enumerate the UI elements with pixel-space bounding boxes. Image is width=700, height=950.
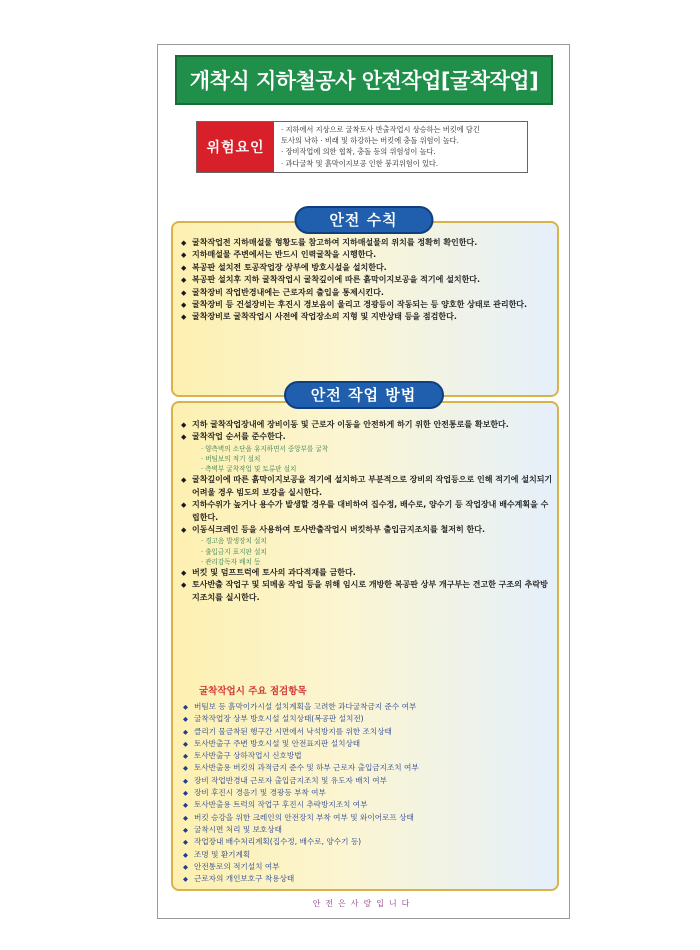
hazard-box <box>196 121 528 173</box>
diamond-bullet-icon: ◆ <box>183 715 188 724</box>
method-text: 굴착깊이에 따른 흙막이지보공을 적기에 설치하고 부분적으로 장비의 작업등으로 인해 적기에 설치되기 어려울 경우 빔도의 보강을 실시한다. <box>192 475 553 497</box>
rule-item <box>181 274 553 286</box>
checklist-text: 장비 작업반경내 근로자 출입금지조치 및 유도자 배치 여부 <box>194 775 387 785</box>
diamond-bullet-icon: ◆ <box>183 764 188 773</box>
checklist-item <box>183 750 553 762</box>
method-item <box>181 474 553 499</box>
method-text: 지하 굴착작업장내에 장비이동 및 근로자 이동을 안전하게 하기 위한 안전통로를 확보한다. <box>192 420 509 429</box>
method-subitem: · 관리감독자 배치 등 <box>201 557 261 566</box>
rule-item <box>181 299 553 311</box>
method-item <box>181 524 553 536</box>
diamond-bullet-icon: ◆ <box>183 850 188 859</box>
checklist-item <box>183 799 553 811</box>
diamond-bullet-icon: ◆ <box>183 838 188 847</box>
checklist-item <box>183 824 553 836</box>
diamond-bullet-icon: ◆ <box>181 501 187 510</box>
rules-list <box>181 237 553 324</box>
checklist-text: 토사반출구 주변 방호시설 및 안전표지판 설치상태 <box>194 738 361 748</box>
method-item <box>181 431 553 443</box>
checklist-item <box>183 861 553 873</box>
rule-item <box>181 311 553 323</box>
method-subitem: · 버팀보의 적기 설치 <box>201 455 261 464</box>
checklist-text: 굴착작업장 상부 방호시설 설치상태(복공판 설치전) <box>194 714 364 724</box>
methods-list <box>181 419 553 604</box>
hazard-line: · 장비작업에 의한 협착, 충돌 등의 위험성이 높다. <box>281 147 436 157</box>
diamond-bullet-icon: ◆ <box>181 581 187 590</box>
checklist-item <box>183 775 553 787</box>
checklist-text: 토사반출용 트럭의 작업구 후진시 추락방지조치 여부 <box>194 800 368 810</box>
method-text: 이동식크레인 등을 사용하여 토사반출작업시 버킷하부 출입금지조치를 철저히 한다. <box>192 525 486 535</box>
checklist-text: 근로자의 개인보호구 착용상태 <box>194 874 295 884</box>
hazard-line: · 지하에서 지상으로 굴착토사 반출작업시 상승하는 버킷에 담긴 <box>281 125 480 134</box>
method-text: 지하수위가 높거나 용수가 발생할 경우를 대비하여 집수정, 배수로, 양수기 등 작업장내 배수계획을 수립한다. <box>192 500 549 522</box>
checklist-text: 클리기 물금착된 행구간 시면에서 낙석방지를 위한 조치상태 <box>194 726 392 736</box>
safe-methods-panel <box>171 401 559 891</box>
rule-text: 굴착장비로 굴착작업시 사전에 작업장소의 지형 및 지반상태 등을 점검한다. <box>192 312 457 322</box>
rule-item <box>181 237 553 249</box>
diamond-bullet-icon: ◆ <box>183 875 188 884</box>
diamond-bullet-icon: ◆ <box>183 825 188 834</box>
diamond-bullet-icon: ◆ <box>183 813 188 822</box>
method-subitem: · 측벽부 굴착작업 및 토류판 설치 <box>201 465 297 474</box>
checklist-text: 토사반출구 상하작업시 신호방법 <box>194 751 302 761</box>
method-subitem: · 경고음 발생장치 설치 <box>201 537 267 546</box>
rule-text: 복공판 설치전 토공작업장 상부에 방호시설을 설치한다. <box>192 262 387 272</box>
checklist-text: 토사반출용 버킷의 과적금지 준수 및 하부 근로자 출입금지조치 여부 <box>194 763 419 773</box>
rule-text: 굴착장비 작업반경내에는 근로자의 출입을 통제시킨다. <box>192 287 384 297</box>
rule-item <box>181 249 553 261</box>
rule-item <box>181 262 553 274</box>
rule-text: 굴착장비 등 건설장비는 후진시 경보음이 울리고 경광등이 작동되는 등 양호한 상태로 관리한다. <box>192 300 528 310</box>
diamond-bullet-icon: ◆ <box>181 263 187 272</box>
diamond-bullet-icon: ◆ <box>181 301 187 310</box>
method-item <box>181 579 553 604</box>
checklist-text: 버팀보 등 흙막이가시설 설치계획을 고려한 과다굴착금지 준수 여부 <box>194 702 417 711</box>
method-text: 버킷 및 덤프트럭에 토사의 과다적재를 금한다. <box>192 568 356 578</box>
checklist-item <box>183 713 553 725</box>
checklist-item <box>183 762 553 774</box>
diamond-bullet-icon: ◆ <box>181 476 187 485</box>
checklist-text: 안전통로의 적기설치 여부 <box>194 861 280 871</box>
checklist-item <box>183 873 553 885</box>
footer-slogan: 안전은사랑입니다 <box>312 899 415 908</box>
hazard-list <box>274 122 527 172</box>
checklist-text: 작업장내 배수처리계획(집수정, 배수로, 양수기 등) <box>194 837 362 847</box>
checklist-heading: 굴착작업시 주요 점검항목 <box>199 686 307 697</box>
hazard-line: · 과다굴착 및 흙막이지보공 인한 붕괴위험이 있다. <box>281 158 439 168</box>
checklist-item <box>183 812 553 824</box>
checklist-item <box>183 726 553 738</box>
diamond-bullet-icon: ◆ <box>183 801 188 810</box>
diamond-bullet-icon: ◆ <box>181 251 187 260</box>
method-subitem: · 양측벽의 소단을 유지하면서 중앙부를 굴착 <box>201 444 329 453</box>
method-text: 굴착작업 순서를 준수한다. <box>192 432 286 442</box>
diamond-bullet-icon: ◆ <box>183 862 188 871</box>
checklist-text: 조명 및 환기계획 <box>194 849 251 859</box>
diamond-bullet-icon: ◆ <box>181 313 187 322</box>
diamond-bullet-icon: ◆ <box>181 433 187 442</box>
rule-text: 지하매설물 주변에서는 반드시 인력굴착을 시행한다. <box>192 250 377 260</box>
hazard-line: 토사의 낙하 · 비래 및 하강하는 버킷에 충돌 위험이 높다. <box>281 136 459 146</box>
diamond-bullet-icon: ◆ <box>181 421 187 429</box>
method-item <box>181 419 553 431</box>
diamond-bullet-icon: ◆ <box>181 276 187 285</box>
method-subitem: · 출입금지 표지판 설치 <box>201 547 267 556</box>
poster-title: 개착식 지하철공사 안전작업[굴착작업] <box>189 69 539 93</box>
method-text: 토사반출 작업구 및 되메움 작업 등을 위해 임시로 개방한 복공판 상부 개구부는 견고한 구조의 추락방지조치를 실시한다. <box>192 580 548 602</box>
checklist-item <box>183 738 553 750</box>
safety-poster <box>157 44 570 919</box>
checklist-text: 장비 후진시 경음기 및 경광등 부착 여부 <box>194 788 326 798</box>
safe-methods-heading: 안전 작업 방법 <box>284 381 444 409</box>
diamond-bullet-icon: ◆ <box>183 727 188 736</box>
rule-text: 굴착작업전 지하매설물 형황도를 참고하여 지하매설물의 위치를 정확히 확인한다. <box>192 238 478 247</box>
method-item <box>181 567 553 579</box>
diamond-bullet-icon: ◆ <box>181 239 187 247</box>
diamond-bullet-icon: ◆ <box>183 739 188 748</box>
poster-title-bar <box>175 55 553 105</box>
diamond-bullet-icon: ◆ <box>183 776 188 785</box>
safety-rules-panel <box>171 221 559 397</box>
checklist-item <box>183 836 553 848</box>
diamond-bullet-icon: ◆ <box>183 789 188 798</box>
checklist-item <box>183 701 553 713</box>
checklist-text: 굴착시면 처리 및 보호상태 <box>194 824 282 834</box>
diamond-bullet-icon: ◆ <box>183 752 188 761</box>
rule-text: 복공판 설치후 지하 굴착작업시 굴착깊이에 따른 흙막이지보공을 적기에 설치한다. <box>192 275 481 285</box>
checklist-item <box>183 849 553 861</box>
rule-item <box>181 287 553 299</box>
diamond-bullet-icon: ◆ <box>183 703 188 711</box>
checklist-item <box>183 787 553 799</box>
diamond-bullet-icon: ◆ <box>181 569 187 578</box>
diamond-bullet-icon: ◆ <box>181 526 187 535</box>
hazard-tag: 위험요인 <box>197 122 274 172</box>
safety-rules-heading: 안전 수칙 <box>294 206 433 234</box>
diamond-bullet-icon: ◆ <box>181 288 187 297</box>
checklist <box>183 701 553 885</box>
method-item <box>181 499 553 524</box>
checklist-text: 버킷 승강을 위한 크레인의 안전장치 부착 여부 및 와이어로프 상태 <box>194 812 414 822</box>
